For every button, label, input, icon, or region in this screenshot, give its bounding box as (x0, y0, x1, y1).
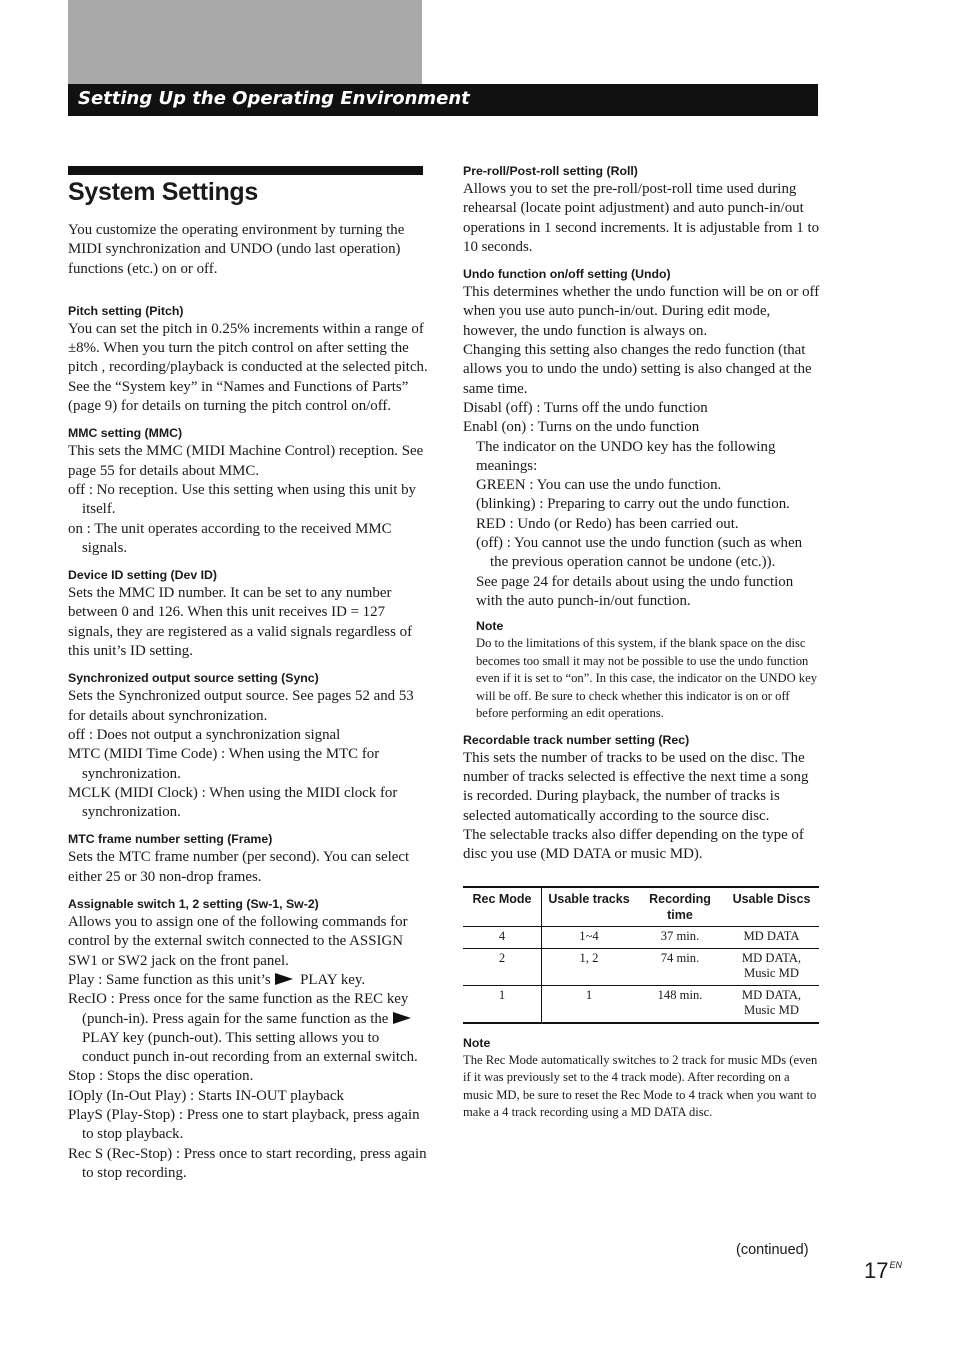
table-cell: 1 (463, 985, 542, 1023)
table-cell: MD DATA (724, 926, 819, 948)
mmc-text: This sets the MMC (MIDI Machine Control) reception. See page 55 for details about MMC. (68, 443, 424, 479)
mmc-off: off : No reception. Use this setting when using this unit by itself. (68, 481, 416, 518)
table-header: Usable Discs (724, 887, 819, 927)
section-header: Setting Up the Operating Environment (68, 84, 818, 116)
devid-text: Sets the MMC ID number. It can be set to any number between 0 and 126. When this unit receives ID = 127 signals, they are registered as a valid signals regardless of this unit’s ID setting. (68, 585, 413, 660)
play-triangle-icon (275, 973, 293, 985)
table-cell: 37 min. (636, 926, 724, 948)
title-rule (68, 166, 423, 175)
roll-heading: Pre-roll/Post-roll setting (Roll) (463, 164, 638, 178)
pitch-text: You can set the pitch in 0.25% increments within a range of ±8%. When you turn the pitch control on after setting the pitch , recording/playback is conducted at the selected pitch. (68, 320, 428, 376)
table-cell: MD DATA, Music MD (724, 948, 819, 985)
undo-red: RED : Undo (or Redo) has been carried out. (476, 515, 739, 532)
page-title: System Settings (68, 178, 259, 206)
rec-note-heading: Note (463, 1035, 491, 1050)
rec-note: The Rec Mode automatically switches to 2 track for music MDs (even if it was previously set to the 4 track mode). After recording on a music MD, be sure to reset the Rec Mode to 4 track when you want to make a 4 track recording using a MD DATA disc. (463, 1052, 818, 1120)
assign-ioply: IOply (In-Out Play) : Starts IN-OUT playback (68, 1087, 344, 1104)
undo-text: This determines whether the undo function will be on or off when you use auto punch-in/out. During edit mode, however, the undo function is always on. (463, 284, 820, 339)
play-triangle-icon (393, 1012, 411, 1024)
assign-plays: PlayS (Play-Stop) : Press one to start playback, press again to stop playback. (68, 1106, 420, 1143)
table-row (463, 948, 819, 985)
table-row (463, 926, 819, 948)
sync-mtc: MTC (MIDI Time Code) : When using the MTC for synchronization. (68, 746, 380, 782)
sync-text: Sets the Synchronized output source. See pages 52 and 53 for details about synchronization. (68, 688, 414, 724)
undo-note: Do to the limitations of this system, if the blank space on the disc becomes too small it may not be possible to use the undo function even if it is set to “on”. In this case, the indicator on the UNDO key will be off. Be sure to check whether this indicator is on or off before performing an edit operations. (476, 636, 817, 721)
header-grey-block (68, 0, 422, 84)
roll-text: Allows you to set the pre-roll/post-roll time used during rehearsal (locate point adjustment) and auto punch-in/out operations in 1 second increments. It is adjustable from 1 to 10 seconds. (463, 181, 820, 255)
assign-recio: RecIO : Press once for the same function as the REC key (punch-in). Press again for the same function as the PLAY key (punch-out). This setting allows you to conduct punch in-out recording from an external switch. (68, 991, 418, 1066)
page-suffix: EN (889, 1260, 902, 1270)
mmc-heading: MMC setting (MMC) (68, 426, 183, 441)
table-header: Usable tracks (542, 887, 637, 927)
rec-mode-table (463, 886, 819, 1024)
assign-recs: Rec S (Rec-Stop) : Press once to start recording, press again to stop recording. (68, 1145, 427, 1181)
sync-off: off : Does not output a synchronization signal (68, 726, 341, 743)
sync-heading: Synchronized output source setting (Sync) (68, 671, 319, 686)
undo-see-page: See page 24 for details about using the undo function with the auto punch-in/out function. (476, 573, 794, 609)
pitch-text-2: See the “System key” in “Names and Functions of Parts” (page 9) for details on turning the pitch control on/off. (68, 378, 409, 415)
undo-note-heading: Note (476, 619, 504, 634)
undo-text-2: Changing this setting also changes the redo function (that allows you to undo the undo) setting is also changed at the same time. (463, 342, 812, 397)
left-column (68, 221, 428, 1183)
assign-heading: Assignable switch 1, 2 setting (Sw-1, Sw-2) (68, 897, 319, 912)
undo-disabl: Disabl (off) : Turns off the undo function (463, 399, 708, 416)
assign-text: Allows you to assign one of the following commands for control by the external switch connected to the ASSIGN SW1 or SW2 jack on the front panel. (68, 914, 408, 969)
table-header: Recording time (636, 887, 724, 927)
intro-paragraph: You customize the operating environment by turning the MIDI synchronization and UNDO (undo last operation) functions (etc.) on or off. (68, 222, 405, 277)
right-column (463, 162, 821, 1122)
continued-label: (continued) (736, 1242, 809, 1258)
frame-heading: MTC frame number setting (Frame) (68, 832, 273, 847)
devid-heading: Device ID setting (Dev ID) (68, 568, 217, 583)
sync-mclk: MCLK (MIDI Clock) : When using the MIDI clock for synchronization. (68, 784, 398, 821)
undo-off-indicator: (off) : You cannot use the undo function (such as when the previous operation cannot be undone (etc.)). (476, 535, 803, 571)
undo-heading: Undo function on/off setting (Undo) (463, 267, 671, 282)
assign-stop: Stop : Stops the disc operation. (68, 1068, 254, 1085)
undo-blinking: (blinking) : Preparing to carry out the undo function. (476, 496, 790, 513)
table-cell: 1 (542, 985, 637, 1023)
table-cell: MD DATA, Music MD (724, 985, 819, 1023)
assign-play: Play : Same function as this unit’s PLAY key. (68, 971, 366, 988)
undo-indicator-intro: The indicator on the UNDO key has the following meanings: (476, 438, 776, 474)
rec-text: This sets the number of tracks to be used on the disc. The number of tracks selected is effective the next time a song is recorded. During playback, the number of tracks is selected automatically according to the source disc. (463, 749, 809, 824)
undo-green: GREEN : You can use the undo function. (476, 477, 722, 494)
page-number: $17^{EN}$ (864, 1258, 902, 1283)
table-cell: 4 (463, 926, 542, 948)
table-cell: 2 (463, 948, 542, 985)
table-cell: 74 min. (636, 948, 724, 985)
table-cell: 1, 2 (542, 948, 637, 985)
table-row (463, 985, 819, 1023)
rec-text-2: The selectable tracks also differ depending on the type of disc you use (MD DATA or music MD). (463, 826, 804, 863)
frame-text: Sets the MTC frame number (per second). You can select either 25 or 30 non-drop frames. (68, 849, 410, 885)
table-cell: 1~4 (542, 926, 637, 948)
rec-heading: Recordable track number setting (Rec) (463, 732, 690, 747)
mmc-on: on : The unit operates according to the received MMC signals. (68, 520, 392, 556)
undo-enabl: Enabl (on) : Turns on the undo function (463, 419, 700, 436)
table-header-row (463, 887, 819, 927)
table-header: Rec Mode (463, 887, 542, 927)
table-cell: 148 min. (636, 985, 724, 1023)
pitch-heading: Pitch setting (Pitch) (68, 303, 184, 318)
